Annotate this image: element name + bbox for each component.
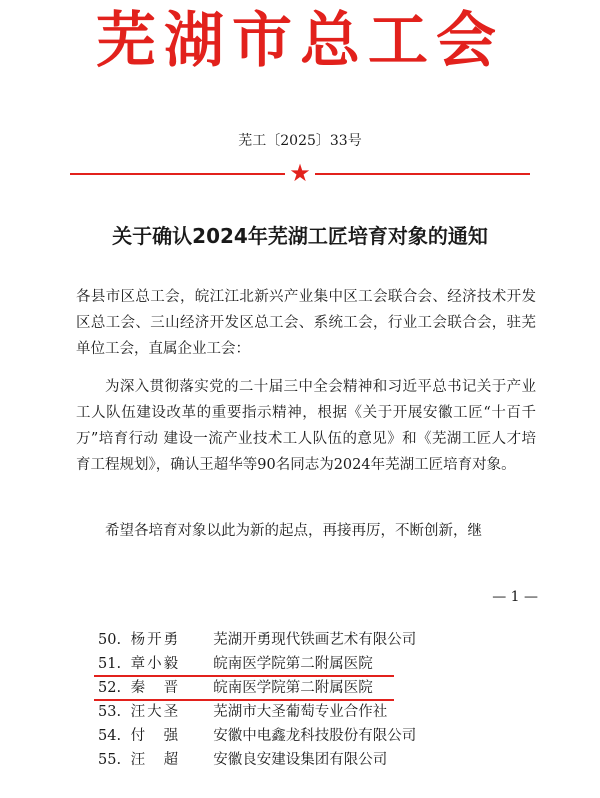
list-item-organization: 皖南医学院第二附属医院: [213, 656, 373, 672]
header-divider: [0, 159, 600, 187]
star-icon: ★: [289, 159, 311, 187]
list-item: [98, 724, 518, 748]
list-item-organization: 芜湖市大圣葡萄专业合作社: [213, 704, 388, 720]
list-item: [98, 628, 518, 652]
body-paragraph-1: 为深入贯彻落实党的二十届三中全会精神和习近平总书记关于产业工人队伍建设改革的重要指示精神，根据《关于开展安徽工匠“十百千万”培育行动 建设一流产业技术工人队伍的意见》和《芜湖工匠人才培育工程规划》，确认王超华等90名同志为2024年芜湖工匠培育对象。: [76, 379, 536, 473]
divider-right-line: [315, 173, 530, 175]
list-item-number: 52.: [98, 680, 122, 696]
list-item-organization: 皖南医学院第二附属医院: [213, 680, 373, 696]
list-item-number: 54.: [98, 728, 122, 744]
list-item: [98, 652, 518, 676]
list-item: [98, 676, 518, 700]
list-item: [98, 700, 518, 724]
list-item-number: 53.: [98, 704, 122, 720]
list-item: [98, 748, 518, 772]
list-item-name: 秦 晋: [130, 680, 181, 696]
divider-left-line: [70, 173, 285, 175]
list-item-organization: 安徽良安建设集团有限公司: [213, 752, 388, 768]
document-number: 芜工〔2025〕33号: [238, 133, 362, 149]
list-item-organization: 安徽中电鑫龙科技股份有限公司: [213, 728, 417, 744]
issuer-header: 芜湖市总工会: [96, 6, 504, 76]
honoree-list: [98, 628, 518, 772]
list-item-name: 付 强: [130, 728, 181, 744]
list-item-name: 章小毅: [130, 656, 181, 672]
document-title: 关于确认2024年芜湖工匠培育对象的通知: [112, 224, 488, 248]
list-item-number: 51.: [98, 656, 122, 672]
list-item-name: 汪大圣: [130, 704, 181, 720]
list-item-name: 汪 超: [130, 752, 181, 768]
list-item-name: 杨开勇: [130, 632, 181, 648]
list-item-organization: 芜湖开勇现代铁画艺术有限公司: [213, 632, 417, 648]
body-paragraph-2: 希望各培育对象以此为新的起点，再接再厉，不断创新，继: [105, 523, 482, 539]
list-item-number: 50.: [98, 632, 122, 648]
list-item-number: 55.: [98, 752, 122, 768]
recipients-paragraph: 各县市区总工会，皖江江北新兴产业集中区工会联合会、经济技术开发区总工会、三山经济开发区总工会、系统工会，行业工会联合会，驻芜单位工会，直属企业工会：: [76, 289, 536, 357]
page-number: — 1 —: [492, 589, 538, 605]
